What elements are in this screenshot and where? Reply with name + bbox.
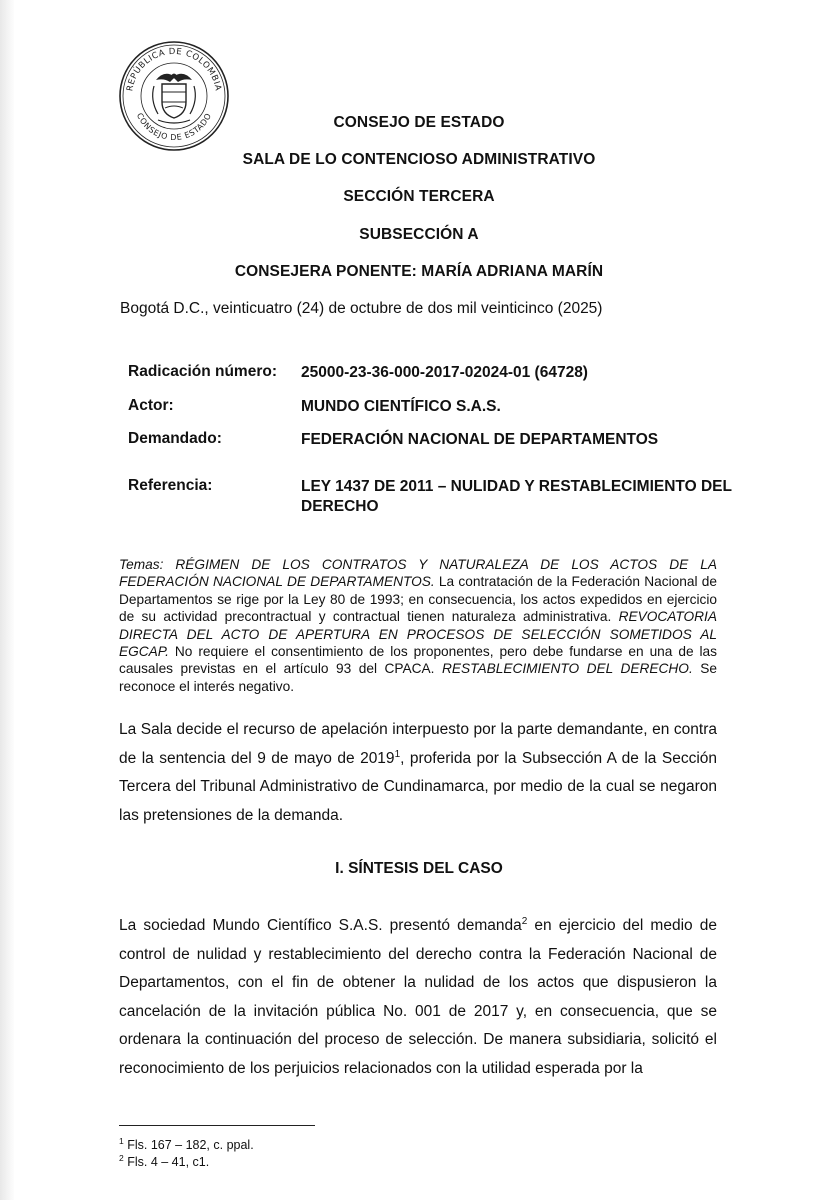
synthesis-paragraph <box>119 912 717 1083</box>
synthesis-text-b: en ejercicio del medio de control de nulidad y restablecimiento del derecho contra la Federación Nacional de Departamentos, con el fin de obtener la nulidad de los actos que dispusieron la cancelación de la invitación pública No. 001 de 2017 y, en consecuencia, que se ordenara la continuación del proceso de selección. De manera subsidiaria, solicitó el reconocimiento de los perjuicios relacionados con la utilidad esperada por la <box>119 917 717 1077</box>
footnote-2 <box>119 1153 209 1169</box>
case-number-label: Radicación número: <box>128 363 277 380</box>
presiding-judge: CONSEJERA PONENTE: MARÍA ADRIANA MARÍN <box>234 263 604 280</box>
svg-text:CONSEJO DE ESTADO: CONSEJO DE ESTADO <box>134 111 214 143</box>
plaintiff-value: MUNDO CIENTÍFICO S.A.S. <box>301 398 501 415</box>
footnote-text-1: Fls. 167 – 182, c. ppal. <box>123 1138 254 1153</box>
topics-summary <box>119 556 717 695</box>
footnote-rule <box>119 1125 315 1126</box>
case-number-value: 25000-23-36-000-2017-02024-01 (64728) <box>301 364 588 381</box>
topic-heading-2: REVOCATORIA DIRECTA DEL ACTO DE APERTURA EN PROCESOS DE SELECCIÓN SOMETIDOS AL EGCAP. <box>119 609 717 660</box>
section-title: I. SÍNTESIS DEL CASO <box>335 860 503 877</box>
intro-text-b: , proferida por la Subsección A de la Sección Tercera del Tribunal Administrativo de Cundinamarca, por medio de la cual se negaron las pretensiones de la demanda. <box>119 749 718 824</box>
topic-text-2: No requiere el consentimiento de los proponentes, pero debe fundarse en una de las causales previstas en el artículo 93 del CPACA. <box>119 644 717 677</box>
footnote-number-1: 1 <box>119 1136 124 1146</box>
date-line: Bogotá D.C., veinticuatro (24) de octubre de dos mil veinticinco (2025) <box>120 300 603 317</box>
court-name: CONSEJO DE ESTADO <box>333 114 505 131</box>
defendant-value: FEDERACIÓN NACIONAL DE DEPARTAMENTOS <box>301 431 659 448</box>
footnote-text-2: Fls. 4 – 41, c1. <box>123 1155 210 1170</box>
subsection-name: SUBSECCIÓN A <box>359 226 479 243</box>
footnote-number-2: 2 <box>119 1153 124 1163</box>
footnote-ref-1[interactable]: 1 <box>394 748 401 760</box>
svg-text:REPÚBLICA DE COLOMBIA: REPÚBLICA DE COLOMBIA <box>125 46 223 93</box>
intro-paragraph <box>119 716 717 830</box>
chamber-name: SALA DE LO CONTENCIOSO ADMINISTRATIVO <box>242 151 596 168</box>
page-edge <box>0 0 14 1200</box>
defendant-label: Demandado: <box>128 430 222 447</box>
section-name: SECCIÓN TERCERA <box>343 188 495 205</box>
topic-text-1: La contratación de la Federación Nacional de Departamentos se rige por la Ley 80 de 1993; en consecuencia, los actos expedidos en ejercicio de su actividad precontractual y contractual tienen naturaleza administrativa. <box>119 574 717 625</box>
plaintiff-label: Actor: <box>128 397 174 414</box>
topic-heading-3: RESTABLECIMIENTO DEL DERECHO. <box>441 661 693 677</box>
topic-text-3: Se reconoce el interés negativo. <box>119 661 717 694</box>
reference-value: LEY 1437 DE 2011 – NULIDAD Y RESTABLECIMIENTO DEL DERECHO <box>301 478 732 515</box>
footnote-ref-2[interactable]: 2 <box>521 915 528 927</box>
synthesis-text-a: La sociedad Mundo Científico S.A.S. presentó demanda <box>119 917 522 934</box>
footnote-1 <box>119 1136 254 1152</box>
topic-heading-1: Temas: RÉGIMEN DE LOS CONTRATOS Y NATURALEZA DE LOS ACTOS DE LA FEDERACIÓN NACIONAL DE DEPARTAMENTOS. <box>119 557 717 590</box>
intro-text-a: La Sala decide el recurso de apelación interpuesto por la parte demandante, en contra de la sentencia del 9 de mayo de 2019 <box>119 721 717 767</box>
reference-label: Referencia: <box>128 477 213 494</box>
consejo-de-estado-seal <box>118 40 230 152</box>
